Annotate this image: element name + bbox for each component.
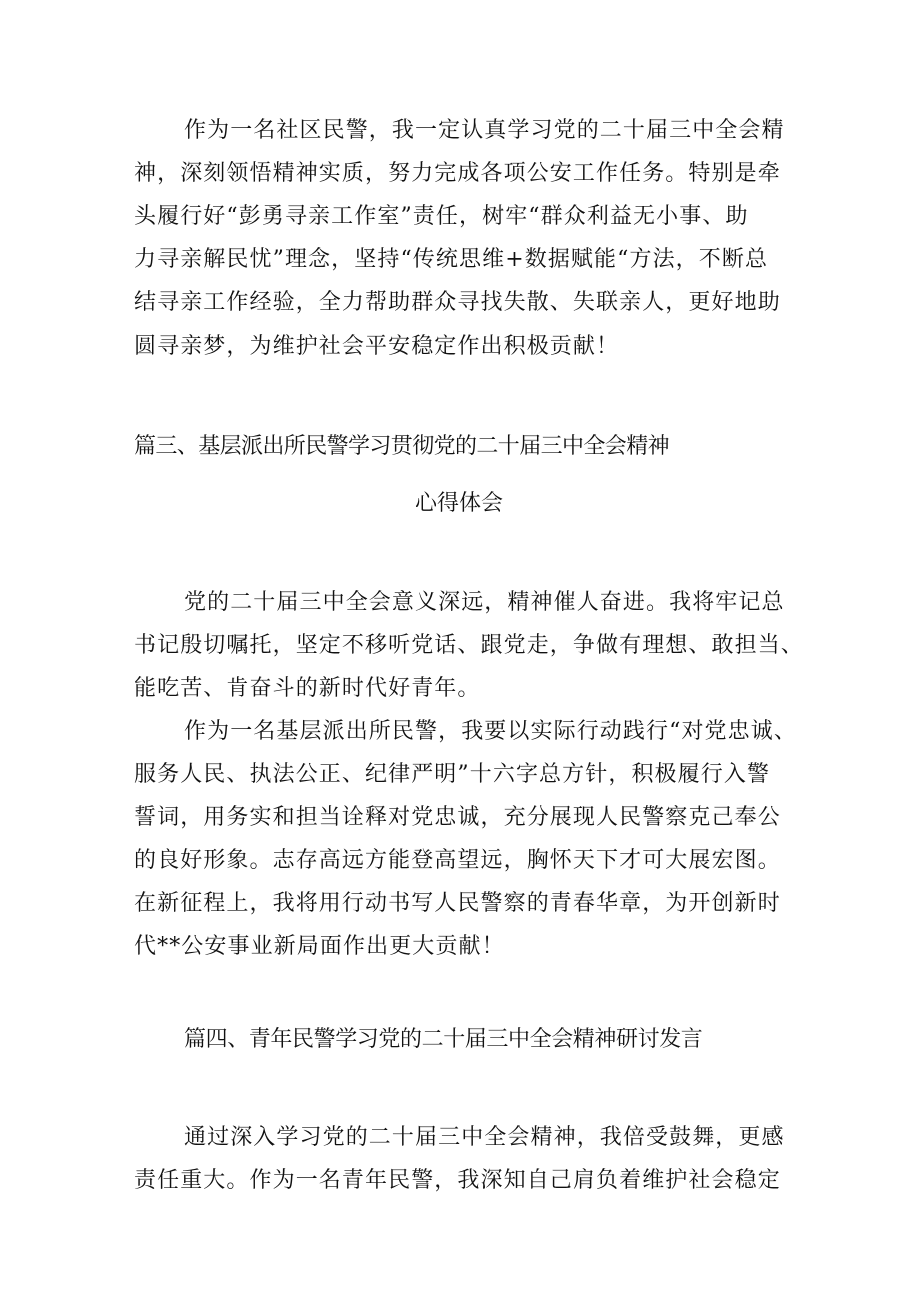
text-line: 力寻亲解民忧”理念，坚持“传统思维+数据赋能“方法，不断总 [134,247,769,272]
text-line: 书记殷切嘱托，坚定不移听党话、跟党走，争做有理想、敢担当、 [134,633,804,658]
text-line: 的良好形象。志存高远方能登高望远，胸怀天下才可大展宏图。 [134,848,781,873]
text-line: 神，深刻领悟精神实质，努力完成各项公安工作任务。特别是牵 [134,161,781,186]
section-four-title: 篇四、青年民警学习党的二十届三中全会精神研讨发言 [184,1027,703,1052]
text-line: 党的二十届三中全会意义深远，精神催人奋进。我将牢记总 [184,590,785,615]
text-line: 通过深入学习党的二十届三中全会精神，我倍受鼓舞，更感 [184,1125,785,1150]
text-line: 结寻亲工作经验，全力帮助群众寻找失散、失联亲人，更好地助 [134,290,781,315]
text-line: 服务人民、执法公正、纪律严明”十六字总方针，积极履行入警 [134,762,771,787]
text-line: 圆寻亲梦，为维护社会平安稳定作出积极贡献！ [134,334,620,359]
text-line: 在新征程上，我将用行动书写人民警察的青春华章，为开创新时 [134,891,781,916]
text-line: 头履行好“彭勇寻亲工作室”责任，树牢“群众利益无小事、助 [134,204,749,229]
text-line: 誓词，用务实和担当诠释对党忠诚，充分展现人民警察克己奉公 [134,805,781,830]
text-line: 能吃苦、肯奋斗的新时代好青年。 [134,676,481,701]
text-line: 作为一名基层派出所民警，我要以实际行动践行“对党忠诚、 [184,719,797,744]
text-line: 作为一名社区民警，我一定认真学习党的二十届三中全会精 [184,118,785,143]
text-line: 代**公安事业新局面作出更大贡献！ [134,934,505,959]
section-three-title-line2: 心得体会 [415,491,504,516]
text-line: 责任重大。作为一名青年民警，我深知自己肩负着维护社会稳定 [134,1168,781,1193]
section-three-title-line1: 篇三、基层派出所民警学习贯彻党的二十届三中全会精神 [134,434,670,459]
